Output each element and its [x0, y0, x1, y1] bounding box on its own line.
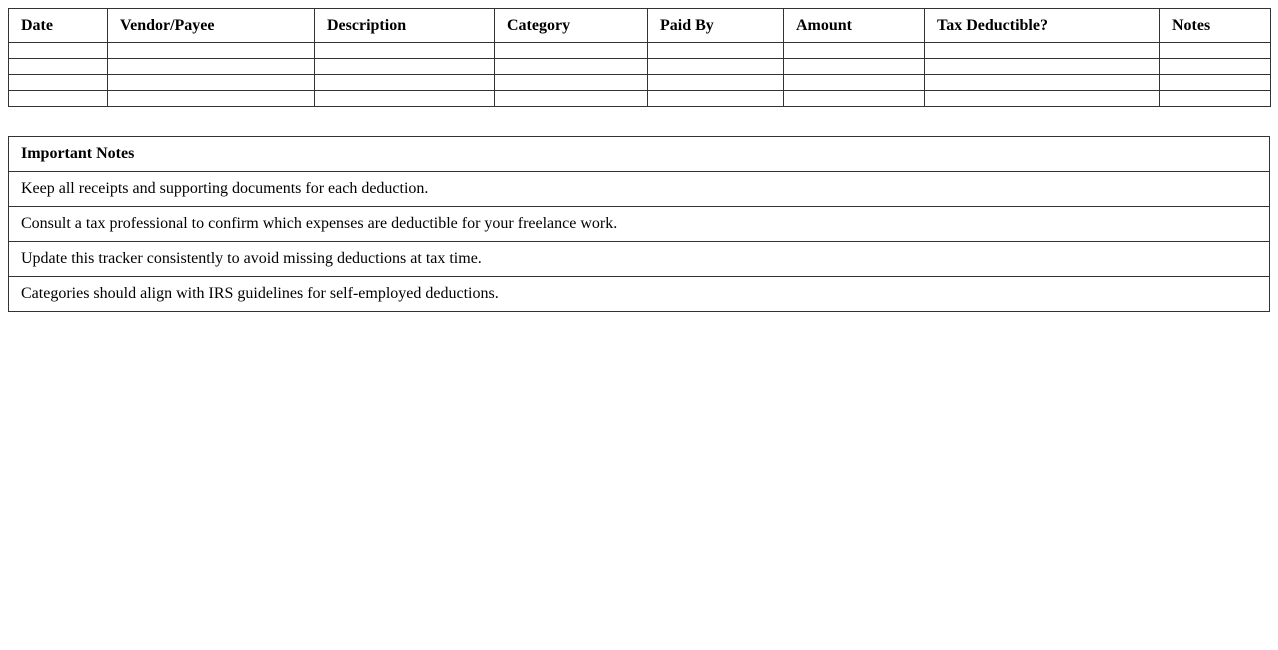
notes-table-body — [9, 172, 1270, 312]
important-notes-table — [8, 136, 1270, 312]
table-cell-date[interactable] — [9, 43, 108, 59]
table-cell-amount[interactable] — [784, 75, 925, 91]
table-row — [9, 59, 1271, 75]
notes-heading: Important Notes — [9, 137, 1270, 172]
note-text: Update this tracker consistently to avoid missing deductions at tax time. — [9, 242, 1270, 277]
table-cell-vendor-payee[interactable] — [108, 91, 315, 107]
list-item — [9, 277, 1270, 312]
notes-table-header — [9, 137, 1270, 172]
table-cell-notes[interactable] — [1160, 59, 1271, 75]
column-header-vendor-payee: Vendor/Payee — [108, 9, 315, 43]
table-cell-tax-deductible[interactable] — [925, 59, 1160, 75]
table-cell-category[interactable] — [495, 43, 648, 59]
table-row — [9, 43, 1271, 59]
table-cell-vendor-payee[interactable] — [108, 43, 315, 59]
column-header-description: Description — [315, 9, 495, 43]
table-cell-date[interactable] — [9, 75, 108, 91]
table-cell-description[interactable] — [315, 75, 495, 91]
note-text: Consult a tax professional to confirm which expenses are deductible for your freelance work. — [9, 207, 1270, 242]
table-row — [9, 75, 1271, 91]
table-row — [9, 91, 1271, 107]
header-row — [9, 9, 1271, 43]
column-header-amount: Amount — [784, 9, 925, 43]
table-cell-category[interactable] — [495, 91, 648, 107]
table-cell-amount[interactable] — [784, 59, 925, 75]
table-cell-tax-deductible[interactable] — [925, 75, 1160, 91]
column-header-paid-by: Paid By — [648, 9, 784, 43]
table-cell-notes[interactable] — [1160, 75, 1271, 91]
table-cell-category[interactable] — [495, 75, 648, 91]
table-cell-amount[interactable] — [784, 43, 925, 59]
note-text: Categories should align with IRS guidelines for self-employed deductions. — [9, 277, 1270, 312]
column-header-category: Category — [495, 9, 648, 43]
table-cell-notes[interactable] — [1160, 43, 1271, 59]
table-cell-description[interactable] — [315, 59, 495, 75]
expense-table-header — [9, 9, 1271, 43]
table-cell-amount[interactable] — [784, 91, 925, 107]
column-header-date: Date — [9, 9, 108, 43]
list-item — [9, 172, 1270, 207]
column-header-tax-deductible: Tax Deductible? — [925, 9, 1160, 43]
notes-heading-row — [9, 137, 1270, 172]
table-cell-tax-deductible[interactable] — [925, 43, 1160, 59]
expense-table-body — [9, 43, 1271, 107]
column-header-notes: Notes — [1160, 9, 1271, 43]
table-cell-paid-by[interactable] — [648, 91, 784, 107]
table-cell-paid-by[interactable] — [648, 59, 784, 75]
table-cell-date[interactable] — [9, 91, 108, 107]
list-item — [9, 207, 1270, 242]
list-item — [9, 242, 1270, 277]
table-cell-category[interactable] — [495, 59, 648, 75]
table-cell-paid-by[interactable] — [648, 43, 784, 59]
table-cell-paid-by[interactable] — [648, 75, 784, 91]
table-cell-description[interactable] — [315, 91, 495, 107]
expense-tracker-table — [8, 8, 1271, 107]
table-cell-tax-deductible[interactable] — [925, 91, 1160, 107]
note-text: Keep all receipts and supporting documents for each deduction. — [9, 172, 1270, 207]
table-cell-description[interactable] — [315, 43, 495, 59]
table-cell-vendor-payee[interactable] — [108, 59, 315, 75]
table-cell-date[interactable] — [9, 59, 108, 75]
table-cell-notes[interactable] — [1160, 91, 1271, 107]
table-cell-vendor-payee[interactable] — [108, 75, 315, 91]
